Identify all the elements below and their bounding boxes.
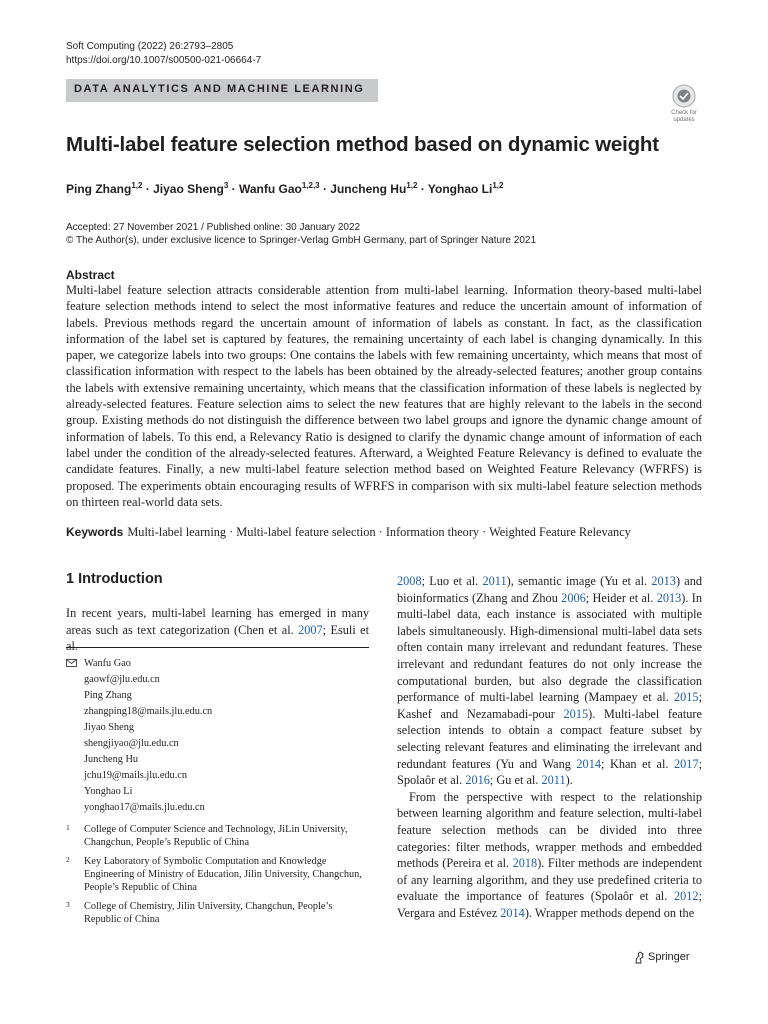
contact-email[interactable]: gaowf@jlu.edu.cn bbox=[84, 673, 160, 685]
author-affiliation-mark: 1,2,3 bbox=[301, 181, 320, 190]
intro-left-text: In recent years, multi-label learning has emerged in many areas such as text categorization (Chen et al. bbox=[66, 606, 369, 637]
citation-link[interactable]: 2015 bbox=[673, 690, 699, 705]
contact-email[interactable]: shengjiyao@jlu.edu.cn bbox=[84, 737, 179, 749]
intro-paragraph bbox=[397, 573, 702, 789]
section-banner bbox=[66, 79, 378, 102]
author-separator: · bbox=[228, 182, 239, 196]
body-text: ; Heider et al. bbox=[585, 590, 657, 605]
citation-link[interactable]: 2006 bbox=[561, 590, 586, 605]
contact-entry bbox=[66, 752, 369, 783]
author-separator: · bbox=[417, 182, 428, 196]
body-text: ). Filter methods are independent of any learning algorithm, and they use predefined criteria to evaluate the importance of features (Spolaôr et al. bbox=[397, 856, 702, 904]
contact-name: Wanfu Gao bbox=[84, 658, 131, 669]
affiliation-text: College of Chemistry, Jilin University, Changchun, People’s Republic of China bbox=[84, 901, 333, 925]
intro-left-text: ; Esuli et bbox=[322, 622, 370, 637]
affiliation-number: 2 bbox=[66, 855, 70, 864]
body-text: ; Luo et al. bbox=[421, 574, 483, 588]
citation-link[interactable]: 2015 bbox=[563, 706, 589, 721]
intro-column-right bbox=[397, 573, 702, 921]
body-text: From the perspective with respect to the relationship between learning algorithm and feature selection, multi-label feature selection methods can be divided into three categories: filter methods, wrapper methods and embedded methods (Pereira et al. bbox=[397, 789, 702, 871]
copyright-notice: © The Author(s), under exclusive licence to Springer-Verlag GmbH Germany, part of Springer Nature 2021 bbox=[66, 235, 536, 246]
author-name[interactable]: Ping Zhang bbox=[66, 182, 132, 196]
citation-link[interactable]: 2008 bbox=[397, 574, 422, 588]
paper-title: Multi-label feature selection method based on dynamic weight bbox=[66, 133, 659, 156]
abstract-text: Multi-label feature selection attracts considerable attention from multi-label learning. Information theory-based multi-label feature selection methods intend to select the most informative features and reduce the uncertain amount of information of labels. Previous methods regard the uncertain amount of information of labels as constant. In fact, as the classification information of the label set is captured by features, the remaining uncertainty of each label is changing dynamically. In this paper, we categorize labels into two groups: One contains the labels with few remaining uncertainty, which means that most of classification information with respect to the labels has been obtained by the already-selected features; another group contains the labels with extensive remaining uncertainty, which means that the classification information of these labels is neglected by already-selected features. Feature selection aims to select the new features that are highly relevant to the labels in the second group. Existing methods do not distinguish the difference between two label groups and ignore the dynamic change amount of information of labels. To this end, a Relevancy Ratio is designed to clarify the dynamic change amount of information of each label under the condition of the already-selected features. Afterward, a Weighted Feature Relevancy is defined to evaluate the candidate features. Finally, a new multi-label feature selection method based on Weighted Feature Relevancy (WFRFS) is proposed. The experiments obtain encouraging results of WFRFS in comparison with six multi-label feature selection methods on thirteen real-world data sets. bbox=[66, 283, 702, 509]
contact-name: Yonghao Li bbox=[84, 786, 133, 797]
publisher-footer bbox=[648, 951, 690, 963]
contact-email[interactable]: zhangping18@mails.jlu.edu.cn bbox=[84, 705, 213, 717]
intro-heading: 1 Introduction bbox=[66, 571, 163, 587]
author-separator: · bbox=[319, 182, 331, 196]
contact-name: Ping Zhang bbox=[84, 690, 132, 701]
affiliation-entry bbox=[66, 900, 369, 926]
author-name[interactable]: Yonghao Li bbox=[427, 182, 493, 196]
contact-entry bbox=[66, 688, 369, 719]
author-affiliation-mark: 1,2 bbox=[492, 181, 504, 190]
affiliations bbox=[66, 823, 369, 932]
author-list bbox=[66, 181, 503, 196]
publisher-name: Springer bbox=[648, 951, 690, 963]
citation-link[interactable]: 2016 bbox=[465, 773, 490, 788]
affiliation-number: 1 bbox=[66, 823, 70, 832]
contact-email[interactable]: yonghao17@mails.jlu.edu.cn bbox=[84, 801, 205, 813]
abstract-heading: Abstract bbox=[66, 268, 115, 282]
keywords-label: Keywords bbox=[66, 525, 124, 539]
check-for-updates-icon[interactable] bbox=[666, 83, 702, 123]
affiliation-text: Key Laboratory of Symbolic Computation and Knowledge Engineering of Ministry of Education, Jilin University, Changchun, People’s Republic of China bbox=[84, 856, 362, 893]
body-text: ; Vergara and Estévez bbox=[397, 889, 702, 920]
contact-name: Juncheng Hu bbox=[84, 754, 139, 765]
body-text: ). In multi-label data, each instance is associated with multiple labels simultaneously. High-dimensional multi-label data sets often contain many irrelevant and redundant features. These irrelevant and redundant features do not only increase the computational burden, but also degrade the classification performance of multi-label learning (Mampaey et al. bbox=[397, 590, 702, 705]
citation-link[interactable]: 2012 bbox=[673, 889, 699, 904]
check-badge-line1: Check for bbox=[671, 110, 697, 116]
body-text: ). Multi-label feature selection intends to obtain a compact feature subset by selecting relevant features and eliminating the irrelevant and redundant features (Yu and Wang bbox=[397, 706, 702, 771]
body-text: ). bbox=[565, 773, 573, 788]
body-text: ; Kashef and Nezamabadi-pour bbox=[397, 690, 702, 721]
envelope-icon bbox=[66, 659, 77, 667]
contact-entry bbox=[66, 656, 369, 687]
affiliation-entry bbox=[66, 823, 369, 849]
citation-link[interactable]: 2013 bbox=[656, 590, 682, 605]
publication-dates: Accepted: 27 November 2021 / Published online: 30 January 2022 bbox=[66, 222, 361, 233]
contact-email[interactable]: jchu19@mails.jlu.edu.cn bbox=[84, 769, 187, 781]
author-name[interactable]: Juncheng Hu bbox=[330, 182, 407, 196]
keywords-text: Multi-label learning · Multi-label feature selection · Information theory · Weighted Feature Relevancy bbox=[127, 525, 631, 539]
citation-link[interactable]: 2014 bbox=[500, 905, 525, 920]
citation-link[interactable]: 2018 bbox=[512, 856, 538, 871]
author-separator: · bbox=[142, 182, 154, 196]
body-text: ), semantic image (Yu et al. bbox=[506, 574, 652, 588]
author-affiliation-mark: 1,2 bbox=[131, 181, 143, 190]
citation-link[interactable]: 2017 bbox=[674, 756, 699, 771]
affiliation-number: 3 bbox=[66, 900, 70, 909]
body-text: ). Wrapper methods depend on the bbox=[524, 905, 695, 920]
body-text: ; Khan et al. bbox=[601, 756, 674, 771]
contact-entry bbox=[66, 784, 369, 815]
author-name[interactable]: Wanfu Gao bbox=[238, 182, 302, 196]
citation-link[interactable]: 2014 bbox=[576, 756, 601, 771]
springer-horse-icon bbox=[634, 951, 645, 964]
doi-link[interactable]: https://doi.org/10.1007/s00500-021-06664-7 bbox=[66, 55, 262, 66]
author-contacts bbox=[66, 656, 369, 816]
author-affiliation-mark: 1,2 bbox=[406, 181, 418, 190]
contact-name: Jiyao Sheng bbox=[84, 722, 135, 733]
keywords bbox=[66, 525, 706, 540]
citation-link[interactable]: 2013 bbox=[651, 574, 676, 588]
check-badge-line2: updates bbox=[673, 117, 695, 123]
author-name[interactable]: Jiyao Sheng bbox=[153, 182, 224, 196]
citation-link[interactable]: 2007 bbox=[298, 622, 323, 637]
body-text: ) and bioinformatics (Zhang and Zhou bbox=[397, 574, 702, 605]
contact-entry bbox=[66, 720, 369, 751]
journal-citation: Soft Computing (2022) 26:2793–2805 bbox=[66, 41, 234, 52]
citation-link[interactable]: 2011 bbox=[482, 574, 507, 588]
citation-link[interactable]: 2011 bbox=[541, 773, 566, 788]
section-label: DATA ANALYTICS AND MACHINE LEARNING bbox=[74, 83, 365, 95]
intro-paragraph bbox=[397, 789, 702, 922]
footnote-divider bbox=[66, 647, 369, 648]
body-text: ; Gu et al. bbox=[489, 773, 542, 788]
affiliation-entry bbox=[66, 855, 369, 894]
author-affiliation-mark: 3 bbox=[223, 181, 229, 190]
affiliation-text: College of Computer Science and Technology, JiLin University, Changchun, People’s Republic of China bbox=[84, 824, 348, 848]
body-text: ; Spolaôr et al. bbox=[397, 756, 703, 788]
